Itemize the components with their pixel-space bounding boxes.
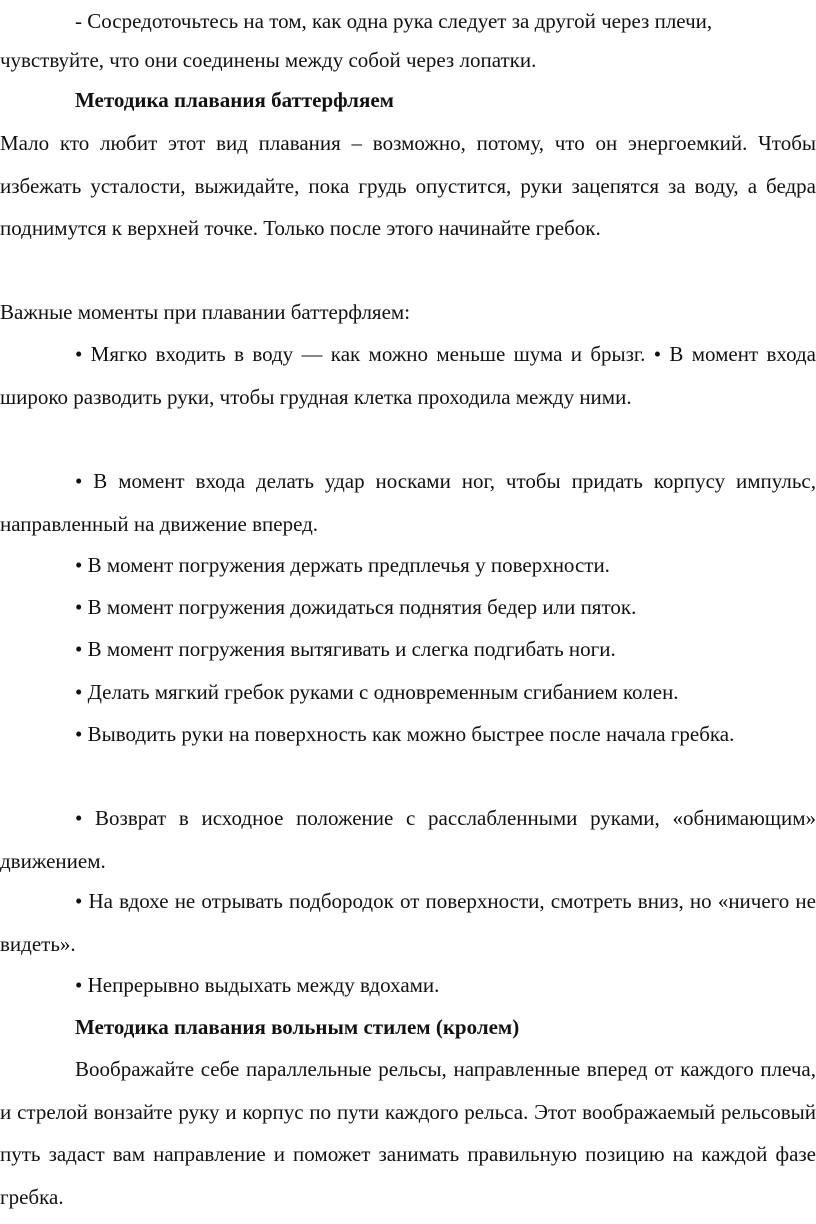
paragraph-freestyle: Воображайте себе параллельные рельсы, направленные вперед от каждого плеча, и стрелой вонзайте руку и корпус по пути каждого рельса. Этот воображаемый рельсовый путь задаст вам направление и поможет занимать правильную позицию на каждой фазе гребка.	[0, 1057, 816, 1209]
bullet-item-5: • В момент погружения вытягивать и слегка подгибать ноги.	[75, 637, 616, 661]
paragraph-butterfly-key-points: Важные моменты при плавании баттерфляем:	[0, 300, 411, 324]
bullet-item-8: • Возврат в исходное положение с расслабленными руками, «обнимающим» движением.	[0, 806, 816, 873]
bullet-item-7: • Выводить руки на поверхность как можно быстрее после начала гребка.	[75, 722, 735, 746]
bullet-item-10: • Непрерывно выдыхать между вдохами.	[75, 973, 440, 997]
paragraph-intro-line2: чувствуйте, что они соединены между собой через лопатки.	[0, 48, 537, 72]
bullet-item-3: • В момент погружения держать предплечья у поверхности.	[75, 553, 610, 577]
paragraph-butterfly-intro: Мало кто любит этот вид плавания – возможно, потому, что он энергоемкий. Чтобы избежать усталости, выжидайте, пока грудь опустится, руки зацепятся за воду, а бедра поднимутся к верхней точке. Только после этого начинайте гребок.	[0, 131, 816, 240]
bullet-item-1: • Мягко входить в воду — как можно меньше шума и брызг. • В момент входа широко разводить руки, чтобы грудная клетка проходила между ними.	[0, 342, 816, 409]
bullet-item-2: • В момент входа делать удар носками ног, чтобы придать корпусу импульс, направленный на движение вперед.	[0, 469, 816, 536]
heading-butterfly: Методика плавания баттерфляем	[75, 88, 394, 112]
heading-freestyle: Методика плавания вольным стилем (кролем)	[75, 1015, 520, 1039]
bullet-item-9: • На вдохе не отрывать подбородок от поверхности, смотреть вниз, но «ничего не видеть».	[0, 889, 816, 956]
paragraph-intro-line1: - Сосредоточьтесь на том, как одна рука следует за другой через плечи,	[75, 9, 713, 33]
bullet-item-4: • В момент погружения дожидаться поднятия бедер или пяток.	[75, 595, 637, 619]
bullet-item-6: • Делать мягкий гребок руками с одновременным сгибанием колен.	[75, 680, 679, 704]
